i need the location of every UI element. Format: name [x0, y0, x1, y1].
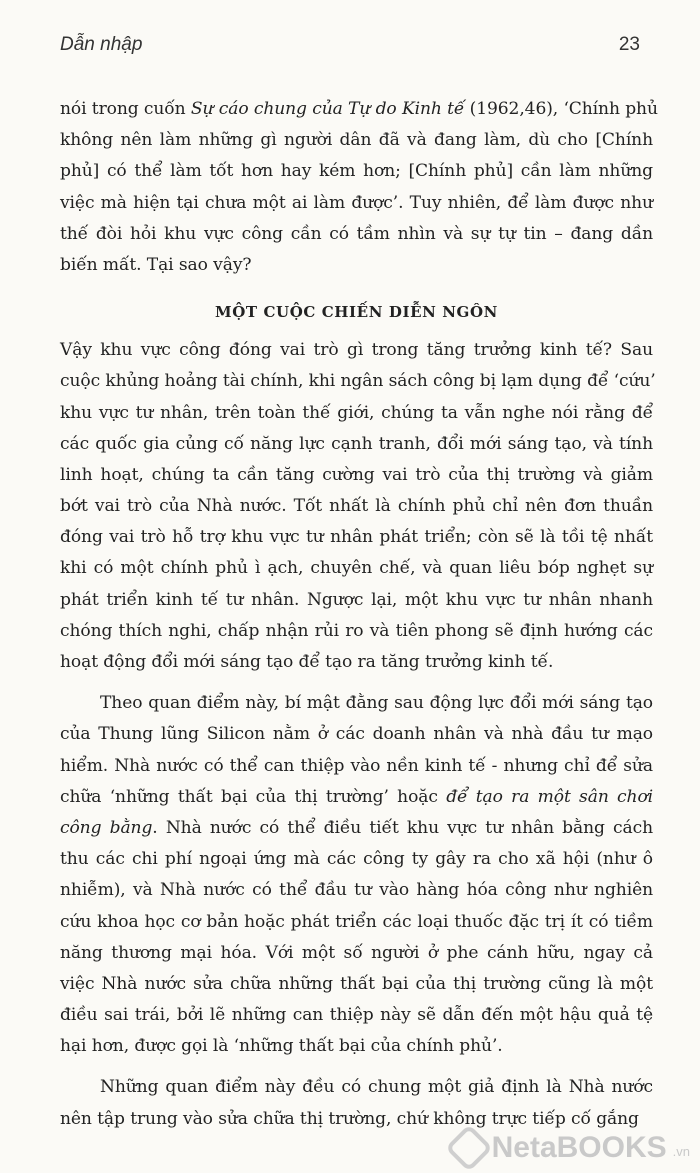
text-run: đóng vai trò hỗ trợ khu vực tư nhân phát triển; còn sẽ là tồi tệ nhất [60, 527, 653, 548]
text-run: không nên làm những gì người dân đã và đang làm, dù cho [Chính [60, 130, 653, 151]
text-run: thế đòi hỏi khu vực công cần có tầm nhìn và sự tự tin – đang dần [60, 223, 653, 244]
running-title: Dẫn nhập [60, 34, 143, 55]
text-run: nói trong cuốn [60, 99, 191, 119]
text-run: (1962,46), ‘Chính phủ [464, 99, 658, 119]
watermark-brand: NetaBOOKS [491, 1131, 667, 1164]
text-line [60, 647, 653, 678]
text-line [60, 585, 653, 616]
text-run: phủ] có thể làm tốt hơn hay kém hơn; [Chính phủ] cần làm những [60, 161, 653, 182]
text-line [60, 553, 653, 584]
paragraph-1 [60, 94, 658, 281]
text-run: việc Nhà nước sửa chữa những thất bại của thị trường cũng là một [60, 973, 653, 994]
text-line [60, 751, 653, 782]
text-run: chữa ‘những thất bại của thị trường’ hoặc [60, 786, 447, 807]
text-run: khi có một chính phủ ì ạch, chuyên chế, và quan liêu bóp nghẹt sự [60, 558, 653, 579]
text-run: Những quan điểm này đều có chung một giả định là Nhà nước [100, 1077, 653, 1098]
text-line [60, 460, 653, 491]
text-line [60, 875, 653, 906]
text-run: phát triển kinh tế tư nhân. Ngược lại, một khu vực tư nhân nhanh [60, 589, 653, 610]
text-run: việc mà hiện tại chưa một ai làm được’. Tuy nhiên, để làm được như [60, 192, 653, 213]
netabooks-logo-icon [445, 1124, 493, 1172]
text-run: Theo quan điểm này, bí mật đằng sau động lực đổi mới sáng tạo [100, 693, 653, 714]
text-line [60, 1072, 653, 1103]
text-run: thu các chi phí ngoại ứng mà các công ty gây ra cho xã hội (như ô [60, 849, 653, 870]
text-line [60, 688, 653, 719]
text-line [60, 1031, 653, 1062]
text-line [60, 188, 653, 219]
text-run: nên tập trung vào sửa chữa thị trường, chứ không trực tiếp cố gắng [60, 1108, 639, 1129]
text-line [60, 782, 653, 813]
text-line [60, 125, 653, 156]
text-line [60, 156, 653, 187]
text-run: linh hoạt, chúng ta cần tăng cường vai trò của thị trường và giảm [60, 464, 653, 485]
text-line [60, 398, 653, 429]
italic-text: công bằng [60, 817, 153, 838]
watermark [452, 1131, 690, 1165]
text-line [60, 969, 653, 1000]
text-line [60, 813, 653, 844]
text-run: biến mất. Tại sao vậy? [60, 254, 252, 275]
text-line [60, 616, 653, 647]
text-run: hiểm. Nhà nước có thể can thiệp vào nền kinh tế - nhưng chỉ để sửa [60, 755, 653, 776]
page-header [60, 34, 640, 60]
text-run: chóng thích nghi, chấp nhận rủi ro và tiên phong sẽ định hướng các [60, 620, 653, 641]
text-run: Vậy khu vực công đóng vai trò gì trong tăng trưởng kinh tế? Sau [60, 340, 653, 361]
text-line [60, 491, 653, 522]
text-run: nhiễm), và Nhà nước có thể đầu tư vào hàng hóa công như nghiên [60, 880, 653, 901]
text-run: cứu khoa học cơ bản hoặc phát triển các loại thuốc đặc trị ít có tiềm [60, 911, 653, 932]
body-text [60, 94, 658, 1135]
paragraph-4 [60, 1072, 653, 1134]
text-line [60, 429, 653, 460]
text-run: khu vực tư nhân, trên toàn thế giới, chúng ta vẫn nghe nói rằng để [60, 402, 653, 423]
text-line [60, 719, 653, 750]
watermark-suffix: .vn [672, 1144, 690, 1159]
text-line [60, 907, 653, 938]
text-line [60, 1000, 653, 1031]
text-run: hoạt động đổi mới sáng tạo để tạo ra tăng trưởng kinh tế. [60, 652, 554, 672]
text-line [60, 94, 658, 125]
text-run: các quốc gia củng cố năng lực cạnh tranh, đổi mới sáng tạo, và tính [60, 433, 653, 454]
text-line [60, 844, 653, 875]
text-run: . Nhà nước có thể điều tiết khu vực tư nhân bằng cách [152, 817, 653, 838]
page-number: 23 [618, 34, 640, 55]
text-run: điều sai trái, bởi lẽ những can thiệp này sẽ dẫn đến một hậu quả tệ [60, 1005, 653, 1026]
italic-text: Sự cáo chung của Tự do Kinh tế [190, 99, 465, 119]
text-line [60, 938, 653, 969]
text-run: năng thương mại hóa. Với một số người ở phe cánh hữu, ngay cả [60, 942, 653, 963]
text-line [60, 366, 656, 397]
section-heading: MỘT CUỘC CHIẾN DIỄN NGÔN [215, 303, 498, 322]
italic-text: để tạo ra một sân chơi [446, 786, 653, 807]
text-line [60, 219, 653, 250]
text-run: bớt vai trò của Nhà nước. Tốt nhất là chính phủ chỉ nên đơn thuần [60, 496, 653, 517]
text-line [60, 250, 653, 281]
paragraph-3 [60, 688, 653, 1062]
text-run: cuộc khủng hoảng tài chính, khi ngân sách công bị lạm dụng để ‘cứu’ [60, 371, 656, 392]
text-line [60, 335, 653, 366]
text-line [60, 522, 653, 553]
text-run: của Thung lũng Silicon nằm ở các doanh nhân và nhà đầu tư mạo [60, 724, 653, 745]
paragraph-2 [60, 335, 656, 678]
text-run: hại hơn, được gọi là ‘những thất bại của chính phủ’. [60, 1036, 503, 1057]
